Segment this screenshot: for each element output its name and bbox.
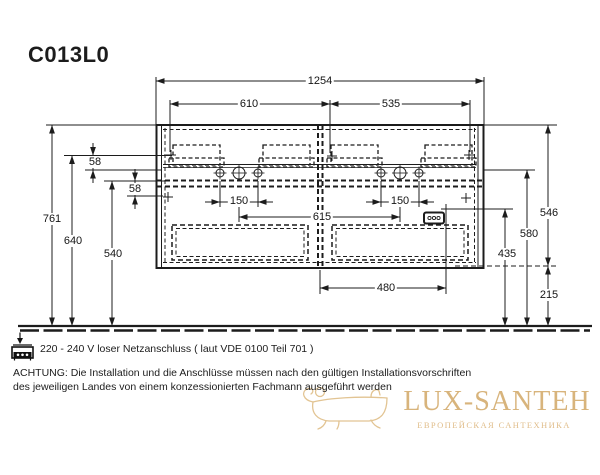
dim-drain-spacing: 615 — [312, 211, 332, 223]
dim-total-width: 1254 — [307, 75, 333, 87]
dim-height-rail-upper: 640 — [63, 235, 83, 247]
dim-hole-spacing-left: 150 — [229, 195, 249, 207]
dim-cutout-width: 480 — [376, 282, 396, 294]
dim-height-total: 761 — [42, 213, 62, 225]
watermark-tagline: ЕВРОПЕЙСКАЯ САНТЕХНИКА — [417, 420, 571, 430]
dim-hole-spacing-right: 150 — [390, 195, 410, 207]
dim-right-span: 535 — [381, 98, 401, 110]
dim-drain-height: 580 — [519, 228, 539, 240]
dim-height-rail-lower: 540 — [103, 248, 123, 260]
dim-rail-upper: 58 — [88, 156, 102, 168]
power-note: 220 - 240 V loser Netzanschluss ( laut VDE 0100 Teil 701 ) — [40, 343, 314, 355]
dim-left-span: 610 — [239, 98, 259, 110]
warning-note-line2: des jeweiligen Landes von einem konzessionierten Fachmann ausgeführt werden — [13, 381, 392, 393]
watermark-brand: LUX-SANTEH — [403, 386, 591, 417]
dim-cabinet-height: 546 — [539, 207, 559, 219]
dim-floor-clearance: 215 — [539, 289, 559, 301]
product-code: C013L0 — [28, 42, 110, 67]
warning-note-line1: ACHTUNG: Die Installation und die Anschlüsse müssen nach den gültigen Installationsvorschriften — [13, 367, 472, 379]
dim-rail-lower: 58 — [128, 183, 142, 195]
dim-socket-height: 435 — [497, 248, 517, 260]
